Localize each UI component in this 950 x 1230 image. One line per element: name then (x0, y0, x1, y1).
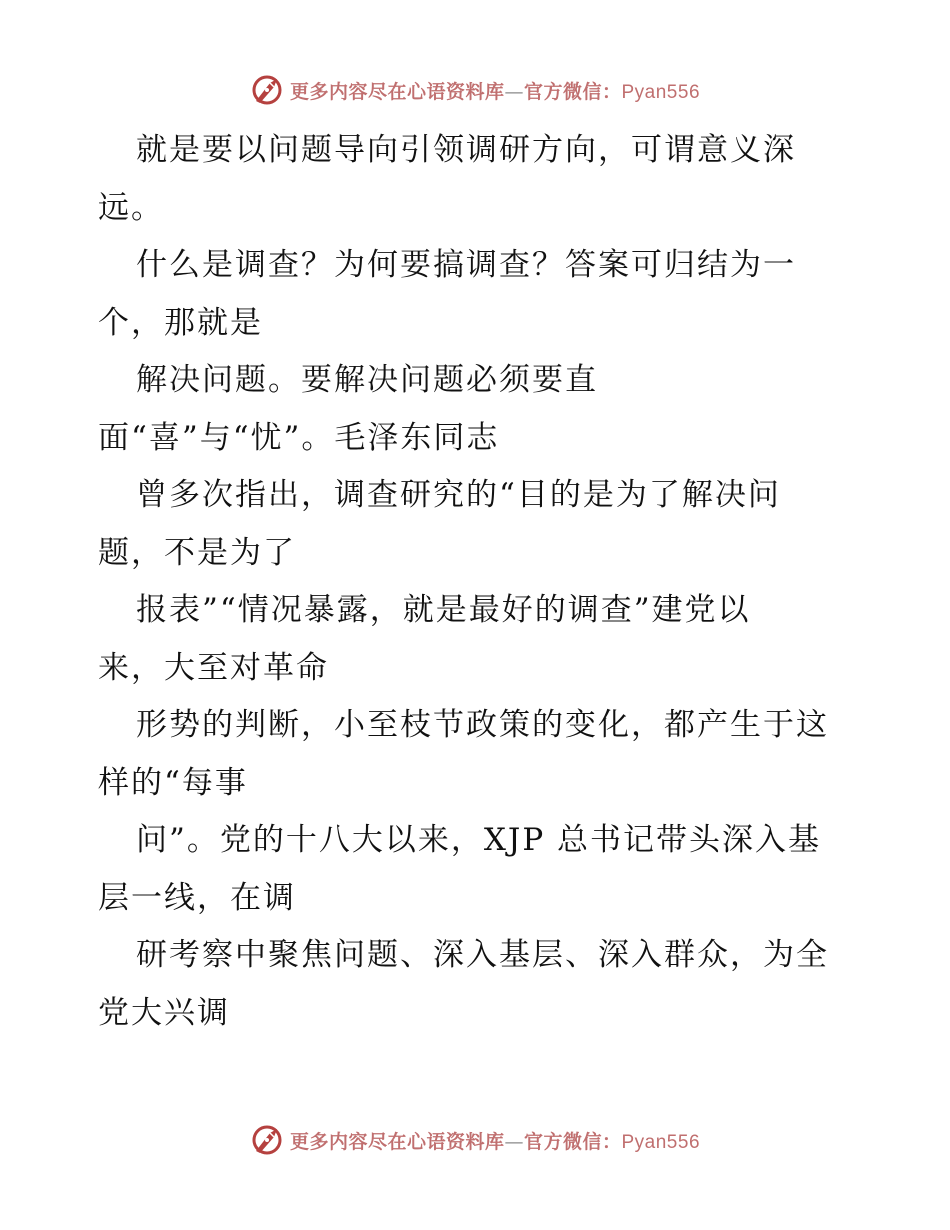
text-line: 问”。党的十八大以来，XJP 总书记带头深入基 (136, 822, 822, 858)
text-line: 面“喜”与“忧”。毛泽东同志 (98, 419, 500, 456)
text-line: 题，不是为了 (98, 534, 296, 571)
pen-nib-logo-icon (250, 73, 284, 107)
text-line: 报表”“情况暴露，就是最好的调查”建党以 (136, 592, 751, 628)
text-line: 形势的判断，小至枝节政策的变化，都产生于这 (136, 707, 829, 743)
header-banner (0, 70, 950, 110)
text-line: 来，大至对革命 (98, 649, 329, 686)
banner-text: 更多内容尽在心语资料库—官方微信：Pyan556 (289, 80, 701, 103)
document-body (98, 122, 868, 1042)
text-line: 远。 (98, 189, 164, 226)
text-line: 什么是调查？为何要搞调查？答案可归结为一 (136, 247, 796, 283)
text-line: 层一线，在调 (98, 879, 296, 916)
text-line: 解决问题。要解决问题必须要直 (136, 362, 598, 398)
pen-nib-logo-icon (250, 1123, 284, 1157)
text-line: 党大兴调 (98, 994, 230, 1031)
footer-banner (0, 1120, 950, 1160)
text-line: 研考察中聚焦问题、深入基层、深入群众，为全 (136, 937, 829, 973)
text-line: 曾多次指出，调查研究的“目的是为了解决问 (136, 477, 781, 513)
banner-text: 更多内容尽在心语资料库—官方微信：Pyan556 (289, 1130, 701, 1153)
text-line: 样的“每事 (98, 764, 248, 801)
text-line: 就是要以问题导向引领调研方向，可谓意义深 (136, 132, 796, 168)
text-line: 个，那就是 (98, 304, 263, 341)
